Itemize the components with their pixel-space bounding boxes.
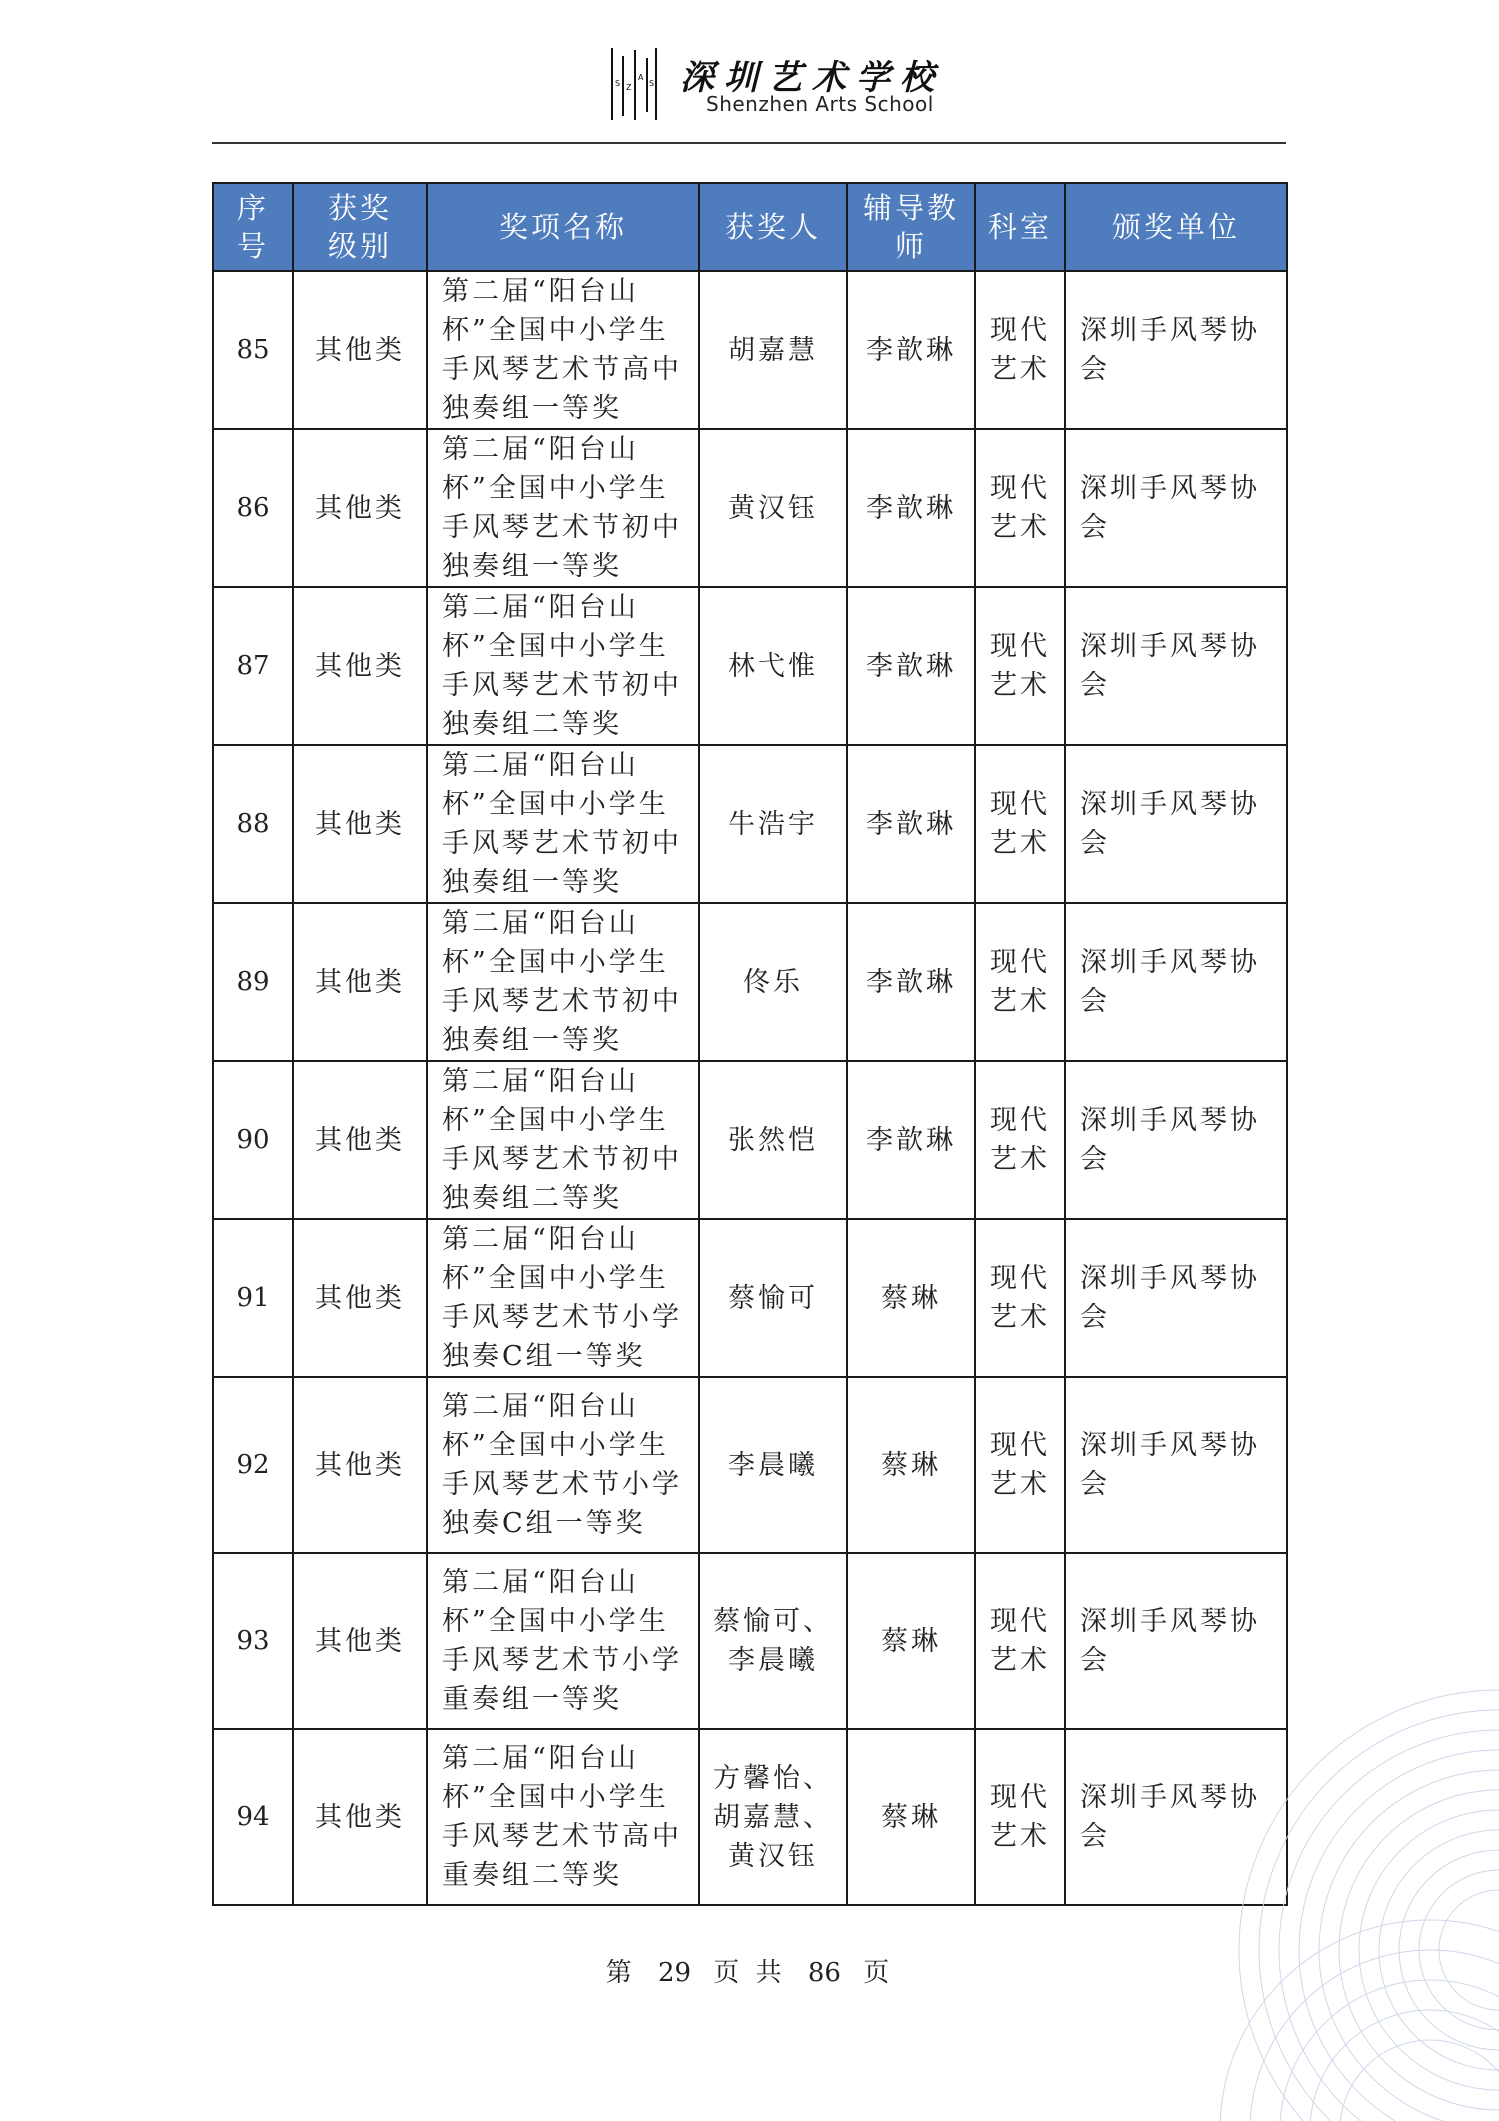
cell-teacher: 李歆琳 (847, 587, 975, 745)
cell-seq: 85 (213, 271, 293, 429)
cell-dept: 现代艺术 (975, 271, 1065, 429)
logo-letter-2: Z (626, 83, 632, 92)
table-row (213, 745, 1287, 903)
col-header-dept: 科室 (975, 183, 1065, 271)
header-row (213, 183, 1287, 271)
cell-seq: 90 (213, 1061, 293, 1219)
col-header-seq: 序号 (213, 183, 293, 271)
col-header-unit: 颁奖单位 (1065, 183, 1287, 271)
cell-seq: 89 (213, 903, 293, 1061)
logo-letter-3: A (638, 73, 644, 82)
cell-dept: 现代艺术 (975, 903, 1065, 1061)
cell-unit: 深圳手风琴协会 (1065, 1061, 1287, 1219)
cell-winner: 黄汉钰 (699, 429, 847, 587)
cell-seq: 91 (213, 1219, 293, 1377)
cell-seq: 93 (213, 1553, 293, 1729)
cell-unit: 深圳手风琴协会 (1065, 1553, 1287, 1729)
cell-teacher: 李歆琳 (847, 271, 975, 429)
cell-teacher: 蔡琳 (847, 1553, 975, 1729)
cell-teacher: 蔡琳 (847, 1729, 975, 1905)
cell-winner: 林弋惟 (699, 587, 847, 745)
footer-current-page: 29 (658, 1958, 692, 1988)
school-name-en: Shenzhen Arts School (706, 92, 934, 116)
cell-dept: 现代艺术 (975, 429, 1065, 587)
decorative-circles-icon (1100, 1650, 1499, 2121)
page-footer (0, 1952, 1499, 1989)
cell-level: 其他类 (293, 429, 427, 587)
cell-winner: 李晨曦 (699, 1377, 847, 1553)
cell-winner: 蔡愉可 (699, 1219, 847, 1377)
cell-award: 第二届“阳台山杯”全国中小学生手风琴艺术节初中独奏组一等奖 (427, 745, 699, 903)
cell-teacher: 李歆琳 (847, 745, 975, 903)
school-name-cn: 深圳艺术学校 (680, 58, 944, 98)
cell-unit: 深圳手风琴协会 (1065, 429, 1287, 587)
cell-award: 第二届“阳台山杯”全国中小学生手风琴艺术节初中独奏组二等奖 (427, 1061, 699, 1219)
cell-award: 第二届“阳台山杯”全国中小学生手风琴艺术节初中独奏组二等奖 (427, 587, 699, 745)
cell-unit: 深圳手风琴协会 (1065, 271, 1287, 429)
cell-teacher: 李歆琳 (847, 903, 975, 1061)
cell-dept: 现代艺术 (975, 1377, 1065, 1553)
footer-suffix: 页 (863, 1958, 894, 1988)
page-header (0, 0, 1499, 150)
table-row (213, 903, 1287, 1061)
cell-dept: 现代艺术 (975, 1553, 1065, 1729)
col-header-winner: 获奖人 (699, 183, 847, 271)
col-header-level: 获奖级别 (293, 183, 427, 271)
cell-dept: 现代艺术 (975, 587, 1065, 745)
cell-level: 其他类 (293, 1377, 427, 1553)
col-header-teacher: 辅导教师 (847, 183, 975, 271)
cell-winner: 胡嘉慧 (699, 271, 847, 429)
cell-award: 第二届“阳台山杯”全国中小学生手风琴艺术节小学独奏C组一等奖 (427, 1219, 699, 1377)
cell-unit: 深圳手风琴协会 (1065, 1219, 1287, 1377)
table-row (213, 1219, 1287, 1377)
cell-award: 第二届“阳台山杯”全国中小学生手风琴艺术节小学重奏组一等奖 (427, 1553, 699, 1729)
cell-level: 其他类 (293, 1061, 427, 1219)
col-header-award: 奖项名称 (427, 183, 699, 271)
cell-teacher: 李歆琳 (847, 1061, 975, 1219)
footer-prefix: 第 (605, 1958, 636, 1988)
table-row (213, 271, 1287, 429)
cell-seq: 86 (213, 429, 293, 587)
footer-middle: 页 共 (713, 1958, 786, 1988)
cell-winner: 张然恺 (699, 1061, 847, 1219)
table-header (213, 183, 1287, 271)
cell-level: 其他类 (293, 745, 427, 903)
table-row (213, 587, 1287, 745)
cell-teacher: 蔡琳 (847, 1377, 975, 1553)
cell-dept: 现代艺术 (975, 1061, 1065, 1219)
table-row (213, 1377, 1287, 1553)
cell-teacher: 李歆琳 (847, 429, 975, 587)
cell-seq: 88 (213, 745, 293, 903)
cell-winner: 牛浩宇 (699, 745, 847, 903)
cell-seq: 92 (213, 1377, 293, 1553)
logo-letter-1: S (615, 79, 621, 88)
cell-unit: 深圳手风琴协会 (1065, 1377, 1287, 1553)
cell-award: 第二届“阳台山杯”全国中小学生手风琴艺术节小学独奏C组一等奖 (427, 1377, 699, 1553)
footer-total-pages: 86 (807, 1958, 841, 1988)
cell-teacher: 蔡琳 (847, 1219, 975, 1377)
cell-level: 其他类 (293, 1553, 427, 1729)
cell-dept: 现代艺术 (975, 1219, 1065, 1377)
awards-table (212, 182, 1288, 1906)
table-row (213, 1061, 1287, 1219)
header-divider (212, 142, 1286, 144)
cell-seq: 94 (213, 1729, 293, 1905)
cell-award: 第二届“阳台山杯”全国中小学生手风琴艺术节高中独奏组一等奖 (427, 271, 699, 429)
cell-winner: 方馨怡、胡嘉慧、黄汉钰 (699, 1729, 847, 1905)
cell-level: 其他类 (293, 271, 427, 429)
cell-award: 第二届“阳台山杯”全国中小学生手风琴艺术节初中独奏组一等奖 (427, 429, 699, 587)
cell-winner: 佟乐 (699, 903, 847, 1061)
cell-award: 第二届“阳台山杯”全国中小学生手风琴艺术节高中重奏组二等奖 (427, 1729, 699, 1905)
cell-level: 其他类 (293, 1729, 427, 1905)
cell-unit: 深圳手风琴协会 (1065, 587, 1287, 745)
table-row (213, 429, 1287, 587)
cell-level: 其他类 (293, 1219, 427, 1377)
school-logo-icon (608, 46, 658, 122)
logo-letter-4: S (649, 79, 655, 88)
cell-dept: 现代艺术 (975, 745, 1065, 903)
cell-level: 其他类 (293, 587, 427, 745)
cell-winner: 蔡愉可、李晨曦 (699, 1553, 847, 1729)
cell-unit: 深圳手风琴协会 (1065, 745, 1287, 903)
cell-unit: 深圳手风琴协会 (1065, 1729, 1287, 1905)
cell-level: 其他类 (293, 903, 427, 1061)
cell-seq: 87 (213, 587, 293, 745)
cell-dept: 现代艺术 (975, 1729, 1065, 1905)
cell-unit: 深圳手风琴协会 (1065, 903, 1287, 1061)
cell-award: 第二届“阳台山杯”全国中小学生手风琴艺术节初中独奏组一等奖 (427, 903, 699, 1061)
